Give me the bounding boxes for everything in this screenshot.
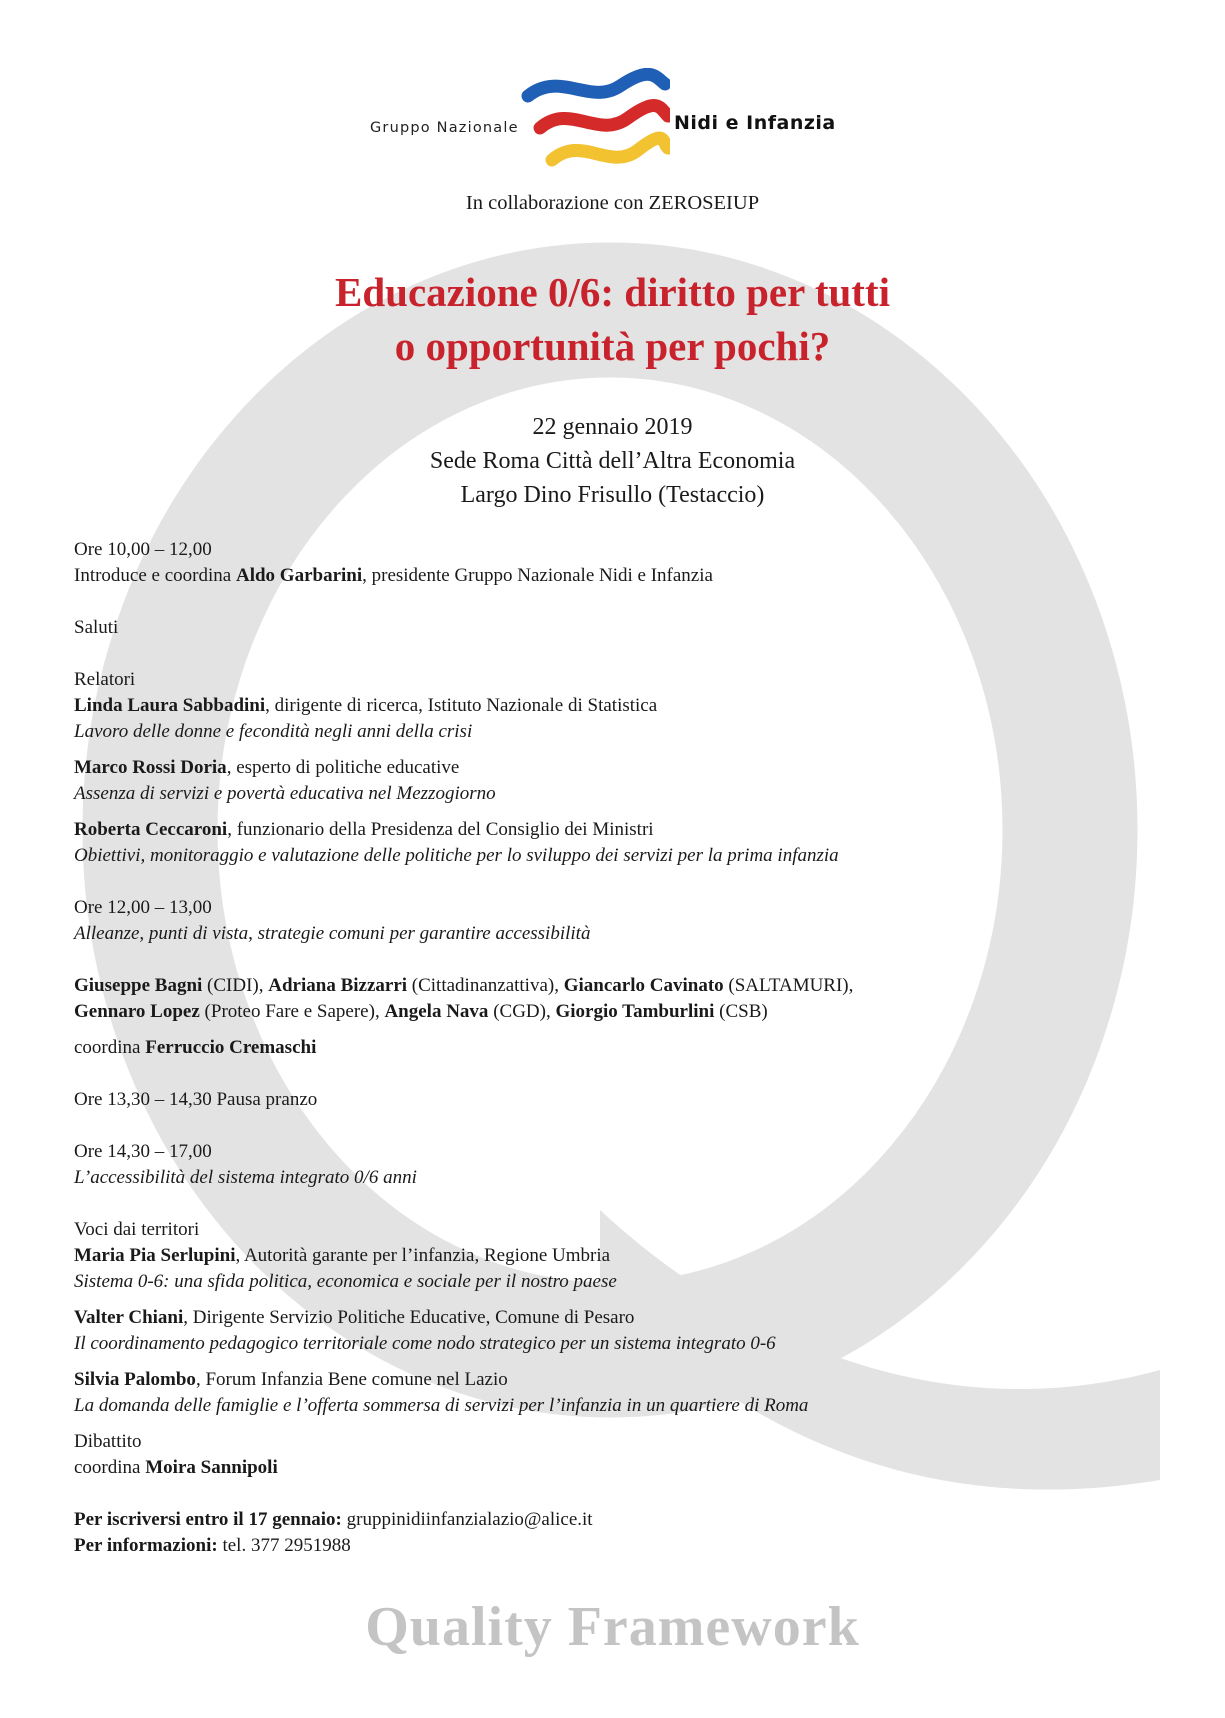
logo-right-text: Nidi e Infanzia	[674, 112, 836, 134]
speaker-topic: Obiettivi, monitoraggio e valutazione delle politiche per lo sviluppo dei servizi per la prima infanzia	[74, 845, 839, 866]
panelist-name: Adriana Bizzarri	[268, 975, 408, 996]
speakers-heading: Relatori	[74, 669, 136, 690]
event-address: Largo Dino Frisullo (Testaccio)	[460, 482, 765, 508]
event-date: 22 gennaio 2019	[532, 414, 693, 440]
panelist-name: Gennaro Lopez	[74, 1001, 200, 1022]
speaker-role: , esperto di politiche educative	[226, 757, 460, 778]
speaker-role: , dirigente di ricerca, Istituto Nazionale di Statistica	[265, 695, 658, 716]
info-phone: tel. 377 2951988	[217, 1535, 351, 1556]
speaker-name: Maria Pia Serlupini	[74, 1245, 236, 1266]
intro-suffix: , presidente Gruppo Nazionale Nidi e Infanzia	[362, 565, 713, 586]
speaker-topic: Il coordinamento pedagogico territoriale come nodo strategico per un sistema integrato 0-6	[74, 1333, 776, 1354]
panelist-org: (CIDI),	[202, 975, 269, 996]
panelist-name: Giuseppe Bagni	[74, 975, 203, 996]
panelist-org: (Cittadinanzattiva),	[407, 975, 564, 996]
speaker-name: Marco Rossi Doria	[74, 757, 227, 778]
speaker-name: Silvia Palombo	[74, 1369, 196, 1390]
logo-left-text: Gruppo Nazionale	[370, 120, 519, 136]
speaker-entry	[74, 755, 1154, 807]
session-3-time: Ore 14,30 – 17,00	[74, 1141, 212, 1162]
panelist-org: (Proteo Fare e Sapere),	[199, 1001, 385, 1022]
registration-label: Per iscriversi entro il 17 gennaio:	[74, 1509, 342, 1530]
speaker-entry	[74, 817, 1154, 869]
panelist-org: (CGD),	[488, 1001, 556, 1022]
intro-prefix: Introduce e coordina	[74, 565, 236, 586]
coordinator-prefix: coordina	[74, 1037, 146, 1058]
panelist-name: Angela Nava	[384, 1001, 489, 1022]
panelist-org: (SALTAMURI),	[723, 975, 854, 996]
session-3-coordinator	[74, 1455, 1154, 1481]
speaker-role: , Forum Infanzia Bene comune nel Lazio	[195, 1369, 508, 1390]
session-1-time: Ore 10,00 – 12,00	[74, 539, 212, 560]
coordinator-name: Moira Sannipoli	[145, 1457, 278, 1478]
intro-name: Aldo Garbarini	[235, 565, 363, 586]
panelist-name: Giorgio Tamburlini	[555, 1001, 715, 1022]
coordinator-prefix: coordina	[74, 1457, 146, 1478]
speaker-role: , funzionario della Presidenza del Consiglio dei Ministri	[227, 819, 654, 840]
panelists-line-2	[74, 999, 1154, 1025]
event-venue: Sede Roma Città dell’Altra Economia	[429, 448, 796, 474]
speaker-entry	[74, 693, 1154, 745]
speaker-name: Valter Chiani	[74, 1307, 184, 1328]
program	[74, 537, 1154, 1559]
collaboration-line: In collaborazione con ZEROSEIUP	[465, 192, 760, 214]
session-2-time: Ore 12,00 – 13,00	[74, 897, 212, 918]
speaker-name: Linda Laura Sabbadini	[74, 695, 266, 716]
event-title	[0, 265, 1225, 373]
info-line	[74, 1533, 1154, 1559]
debate: Dibattito	[74, 1431, 142, 1452]
speaker-entry	[74, 1367, 1154, 1419]
event-title-line-2: o opportunità per pochi?	[394, 323, 831, 369]
speaker-entry	[74, 1243, 1154, 1295]
coordinator-name: Ferruccio Cremaschi	[145, 1037, 317, 1058]
speaker-topic: Sistema 0-6: una sfida politica, economica e sociale per il nostro paese	[74, 1271, 617, 1292]
session-2-coordinator	[74, 1035, 1154, 1061]
registration-line	[74, 1507, 1154, 1533]
event-details	[0, 410, 1225, 512]
footer-quality-framework: Quality Framework	[365, 1596, 860, 1658]
speaker-role: , Dirigente Servizio Politiche Educative, Comune di Pesaro	[183, 1307, 635, 1328]
panelists-line-1	[74, 973, 1154, 999]
speaker-role: , Autorità garante per l’infanzia, Regione Umbria	[235, 1245, 611, 1266]
speaker-topic: Assenza di servizi e povertà educativa nel Mezzogiorno	[74, 783, 496, 804]
organization-logo	[360, 68, 880, 178]
speaker-name: Roberta Ceccaroni	[74, 819, 228, 840]
greetings: Saluti	[74, 617, 119, 638]
session-1-intro	[74, 563, 1154, 589]
panelist-org: (CSB)	[714, 1001, 768, 1022]
info-label: Per informazioni:	[74, 1535, 218, 1556]
session-3-topic: L’accessibilità del sistema integrato 0/6 anni	[74, 1167, 417, 1188]
speaker-topic: La domanda delle famiglie e l’offerta sommersa di servizi per l’infanzia in un quartiere di Roma	[74, 1395, 809, 1416]
speaker-entry	[74, 1305, 1154, 1357]
session-2-topic: Alleanze, punti di vista, strategie comuni per garantire accessibilità	[74, 923, 591, 944]
lunch-break: Ore 13,30 – 14,30 Pausa pranzo	[74, 1089, 318, 1110]
voices-heading: Voci dai territori	[74, 1219, 200, 1240]
speaker-topic: Lavoro delle donne e fecondità negli anni della crisi	[74, 721, 473, 742]
logo-waves-graphic	[520, 68, 670, 178]
event-title-line-1: Educazione 0/6: diritto per tutti	[335, 269, 890, 315]
registration-email: gruppinidiinfanzialazio@alice.it	[341, 1509, 593, 1530]
panelist-name: Giancarlo Cavinato	[563, 975, 724, 996]
